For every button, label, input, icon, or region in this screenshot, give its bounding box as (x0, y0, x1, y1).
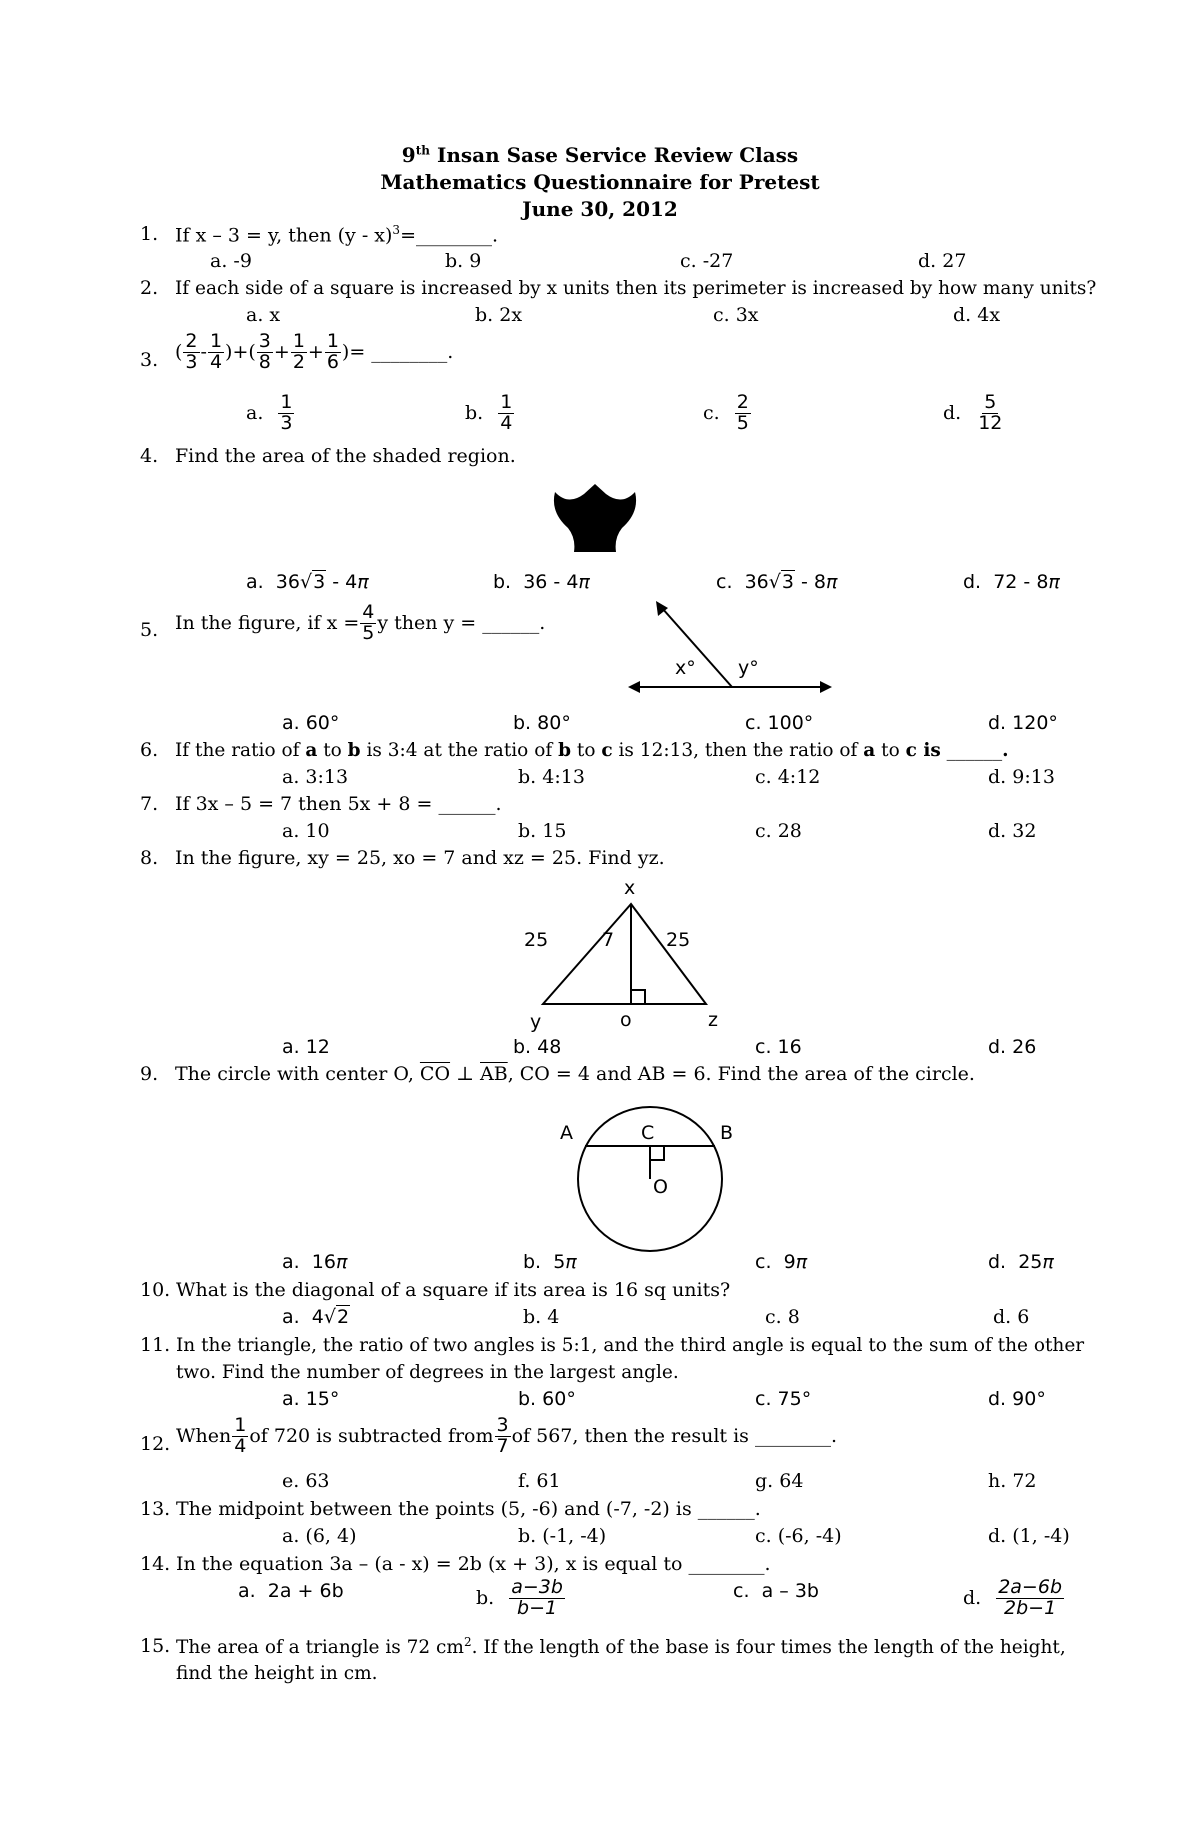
point-c-label: C (641, 1122, 655, 1144)
q3-choice-b: b. $\frac{1}{4}$ (465, 391, 513, 434)
q3-choice-a: a. $\frac{1}{3}$ (246, 391, 293, 434)
q11-choice-a: a. 15° (282, 1388, 340, 1410)
q3-choice-c: c. $\frac{2}{5}$ (703, 391, 749, 434)
q15-text-line-2: find the height in cm. (176, 1663, 378, 1684)
q7-choice-c: c. 28 (755, 820, 802, 842)
q5-choice-d: d. 120° (988, 712, 1058, 734)
q4-choice-c: c. 36√3 - 8π (716, 571, 838, 593)
q6-choice-b: b. 4:13 (518, 766, 585, 788)
q6-choice-a: a. 3:13 (282, 766, 349, 788)
q10-choice-b: b. 4 (523, 1306, 560, 1328)
q8-choice-d: d. 26 (988, 1036, 1037, 1058)
q9-number: 9. (140, 1063, 159, 1085)
circle-figure (555, 1110, 755, 1260)
q3-number: 3. (140, 349, 159, 371)
q12-choice-f: f. 61 (518, 1470, 561, 1492)
point-b-label: B (720, 1122, 734, 1144)
q14-choice-c: c. a – 3b (733, 1580, 819, 1602)
q14-choice-b: b. $\frac{a-3b}{b-1}$ (476, 1576, 563, 1619)
q4-number: 4. (140, 445, 159, 467)
q14-text: In the equation 3a – (a - x) = 2b (x + 3), x is equal to ________. (176, 1553, 771, 1575)
q6-choice-d: d. 9:13 (988, 766, 1055, 788)
q5-choice-a: a. 60° (282, 712, 340, 734)
q6-choice-c: c. 4:12 (755, 766, 821, 788)
q2-number: 2. (140, 277, 159, 299)
q1-choice-d: d. 27 (918, 250, 967, 272)
q7-choice-a: a. 10 (282, 820, 330, 842)
q1-text: If x – 3 = y, then (y - x)$^3$=________. (175, 223, 499, 247)
angle-figure (620, 600, 840, 700)
side-xy-label: 25 (524, 929, 549, 951)
q3-fraction: $\frac{1}{4}$ (209, 330, 223, 373)
q5-choice-b: b. 80° (513, 712, 571, 734)
q9-choice-b: b. 5π (523, 1251, 577, 1273)
q1-choice-c: c. -27 (680, 250, 734, 272)
q12-choice-g: g. 64 (755, 1470, 804, 1492)
q7-choice-b: b. 15 (518, 820, 567, 842)
q2-choice-a: a. x (246, 304, 281, 326)
q3-expression: ( $\frac{2}{3}$ - $\frac{1}{4}$ ) + ( $\frac{3}{8}$ + $\frac{1}{2}$ + $\frac{1}{6}$ ) = ________. (175, 330, 454, 373)
q4-choice-d: d. 72 - 8π (963, 571, 1060, 593)
q3-choice-d: d. $\frac{5}{12}$ (943, 391, 1003, 434)
point-a-label: A (560, 1122, 573, 1144)
q4-choice-a: a. 36√3 - 4π (246, 571, 369, 593)
q2-text: If each side of a square is increased by x units then its perimeter is increased by how many units? (175, 278, 1097, 299)
q9-text: The circle with center O, $\overline{CO}$ ⊥ $\overline{AB}$, CO = 4 and AB = 6. Find the area of the circle. (175, 1063, 975, 1085)
vertex-x-label: x (624, 877, 636, 899)
q4-choice-b: b. 36 - 4π (493, 571, 590, 593)
q6-text: If the ratio of a to b is 3:4 at the ratio of b to c is 12:13, then the ratio of a to c is ______. (175, 740, 1009, 761)
q8-choice-b: b. 48 (513, 1036, 562, 1058)
q13-choice-d: d. (1, -4) (988, 1525, 1070, 1547)
header-line-2: Mathematics Questionnaire for Pretest (380, 170, 820, 194)
vertex-y-label: y (530, 1011, 542, 1033)
q5-text: In the figure, if x = $\frac{4}{5}$ y then y = ______. (175, 601, 546, 644)
q3-fraction: $\frac{3}{8}$ (258, 330, 271, 373)
altitude-label: 7 (602, 929, 615, 951)
header-line-1: 9th Insan Sase Service Review Class (401, 143, 799, 167)
q14-number: 14. (140, 1553, 171, 1575)
q8-number: 8. (140, 847, 159, 869)
q11-choice-b: b. 60° (518, 1388, 576, 1410)
q10-choice-c: c. 8 (765, 1306, 800, 1328)
q13-choice-b: b. (-1, -4) (518, 1525, 607, 1547)
q5-number: 5. (140, 619, 159, 641)
q10-choice-a: a. 4√2 (282, 1306, 350, 1328)
q13-text: The midpoint between the points (5, -6) and (-7, -2) is ______. (176, 1498, 761, 1520)
q9-choice-c: c. 9π (755, 1251, 808, 1273)
q14-choice-a: a. 2a + 6b (238, 1580, 344, 1602)
q11-choice-c: c. 75° (755, 1388, 812, 1410)
q10-number: 10. (140, 1279, 171, 1301)
q9-choice-d: d. 25π (988, 1251, 1054, 1273)
q12-number: 12. (140, 1433, 171, 1455)
q8-choice-c: c. 16 (755, 1036, 802, 1058)
q15-number: 15. (140, 1635, 171, 1657)
q12-choice-e: e. 63 (282, 1470, 330, 1492)
q7-number: 7. (140, 793, 159, 815)
q7-choice-d: d. 32 (988, 820, 1037, 842)
header-date: June 30, 2012 (522, 197, 678, 221)
angle-y-label: y° (738, 657, 759, 679)
q8-text: In the figure, xy = 25, xo = 7 and xz = 25. Find yz. (175, 847, 665, 869)
q14-choice-d: d. $\frac{2a-6b}{2b-1}$ (963, 1576, 1063, 1619)
q3-fraction: $\frac{1}{2}$ (292, 330, 305, 373)
q10-text: What is the diagonal of a square if its area is 16 sq units? (176, 1279, 731, 1301)
q1-choice-a: a. -9 (210, 250, 252, 272)
q9-choice-a: a. 16π (282, 1251, 348, 1273)
q11-text-line-2: two. Find the number of degrees in the largest angle. (176, 1362, 679, 1383)
q13-choice-a: a. (6, 4) (282, 1525, 357, 1547)
triangle-figure (520, 876, 740, 1036)
q4-text: Find the area of the shaded region. (175, 445, 516, 467)
q15-text-line-1: The area of a triangle is 72 $cm^2$. If the length of the base is four times the length of the height, (176, 1635, 1066, 1659)
q11-choice-d: d. 90° (988, 1388, 1046, 1410)
q7-text: If 3x – 5 = 7 then 5x + 8 = ______. (175, 793, 502, 815)
q3-fraction: $\frac{1}{6}$ (326, 330, 339, 373)
q5-choice-c: c. 100° (745, 712, 814, 734)
q1-choice-b: b. 9 (445, 250, 482, 272)
foot-o-label: o (620, 1009, 632, 1031)
center-o-label: O (653, 1176, 668, 1198)
q3-fraction: $\frac{2}{3}$ (185, 330, 198, 373)
q8-choice-a: a. 12 (282, 1036, 330, 1058)
angle-x-label: x° (675, 657, 696, 679)
q10-choice-d: d. 6 (993, 1306, 1030, 1328)
q1-number: 1. (140, 223, 159, 245)
q2-choice-c: c. 3x (713, 304, 759, 326)
q2-choice-b: b. 2x (475, 304, 523, 326)
q11-number: 11. (140, 1334, 171, 1356)
q11-text-line-1: In the triangle, the ratio of two angles is 5:1, and the third angle is equal to the sum of the other (176, 1335, 1085, 1356)
q12-choice-h: h. 72 (988, 1470, 1037, 1492)
q12-text: When $\frac{1}{4}$ of 720 is subtracted from $\frac{3}{7}$ of 567, then the result is ________. (176, 1414, 837, 1457)
shaded-region-figure (540, 480, 650, 555)
q2-choice-d: d. 4x (953, 304, 1001, 326)
q13-choice-c: c. (-6, -4) (755, 1525, 842, 1547)
q6-number: 6. (140, 739, 159, 761)
q13-number: 13. (140, 1498, 171, 1520)
vertex-z-label: z (708, 1009, 718, 1031)
side-xz-label: 25 (666, 929, 691, 951)
